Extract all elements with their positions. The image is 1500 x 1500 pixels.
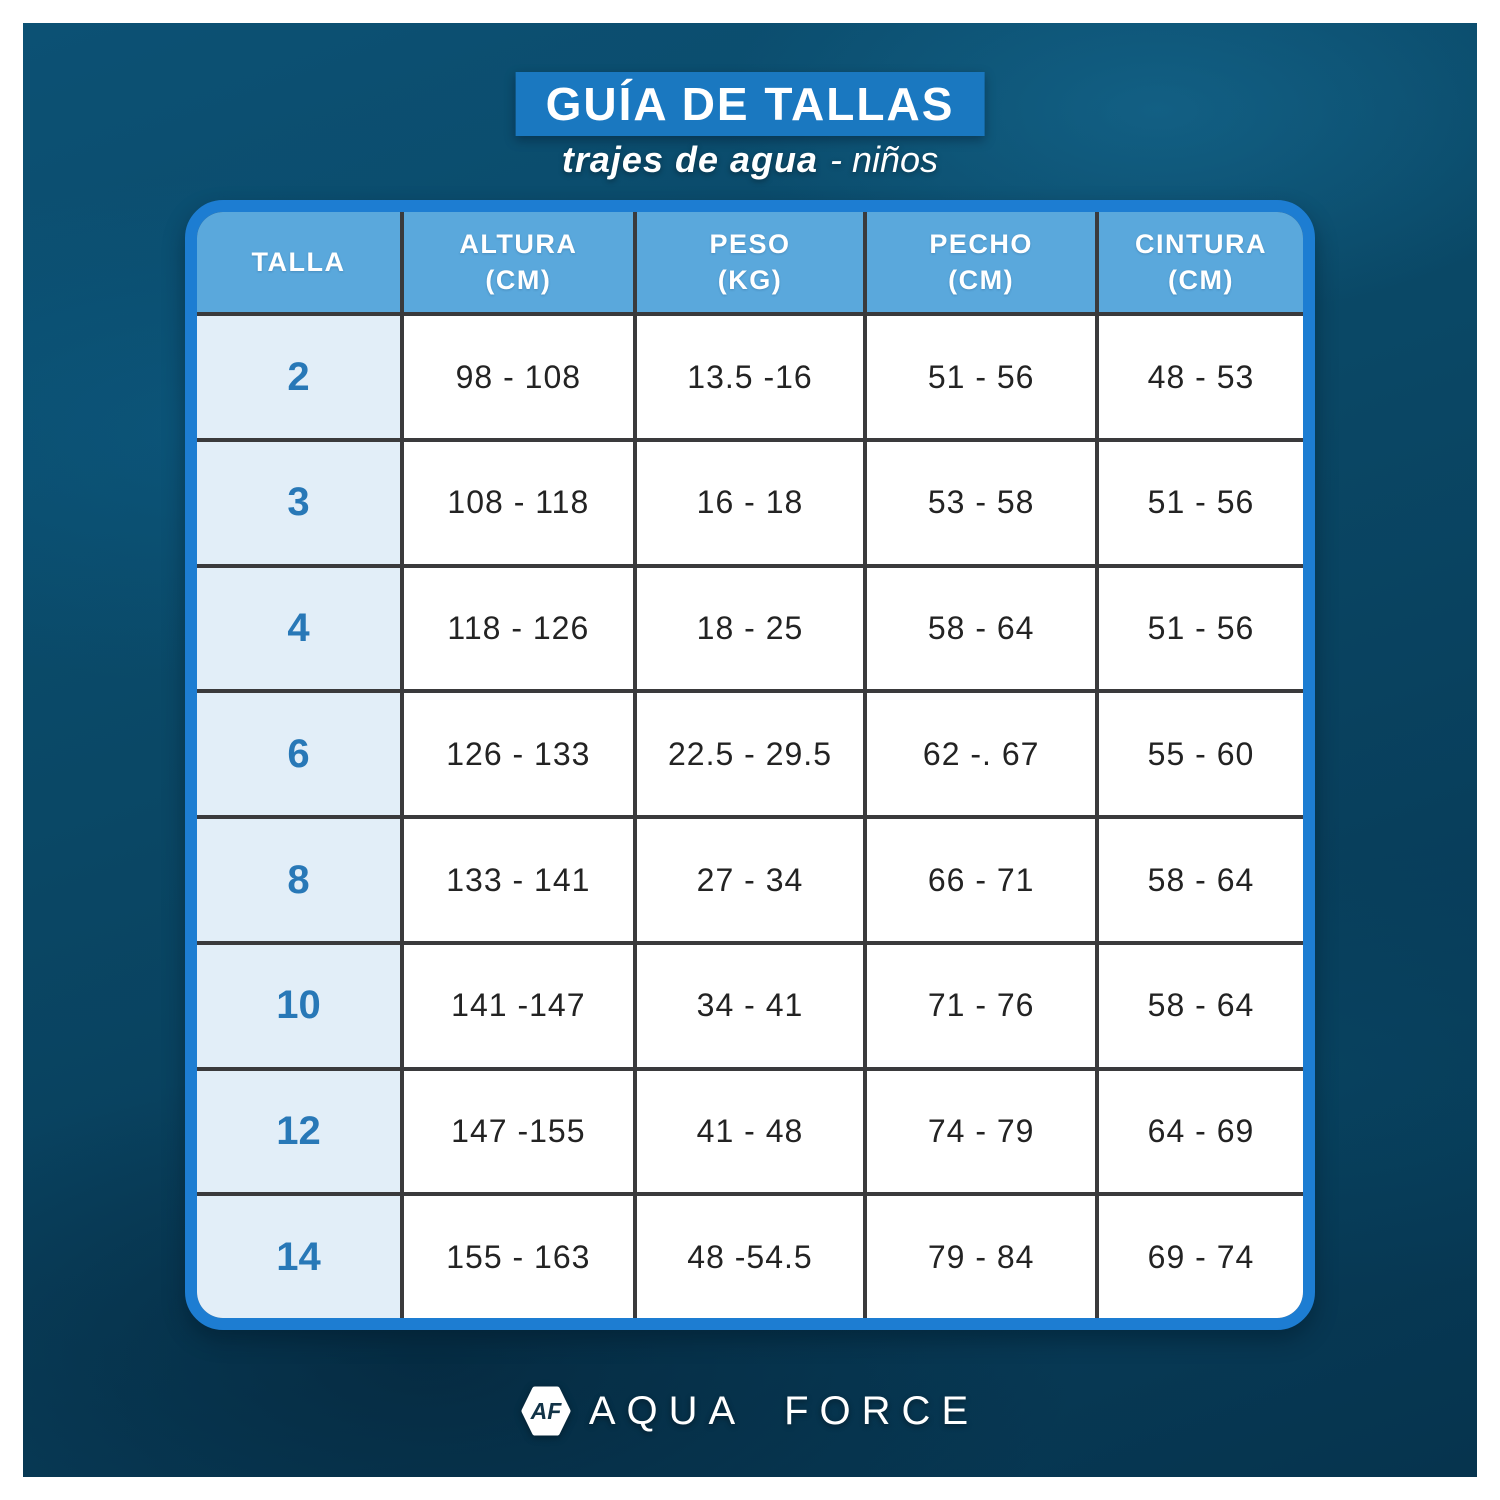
column-header-pecho: PECHO (CM) [867,212,1095,312]
brand-footer [23,1381,1477,1441]
peso-cell: 18 - 25 [637,568,864,690]
cintura-cell: 51 - 56 [1099,568,1303,690]
peso-cell: 16 - 18 [637,442,864,564]
cintura-cell: 64 - 69 [1099,1071,1303,1193]
pecho-cell: 66 - 71 [867,819,1095,941]
size-cell: 3 [197,442,400,564]
altura-cell: 155 - 163 [404,1196,633,1318]
size-chart-table [185,200,1315,1330]
altura-cell: 118 - 126 [404,568,633,690]
cintura-cell: 58 - 64 [1099,945,1303,1067]
pecho-cell: 71 - 76 [867,945,1095,1067]
aqua-force-logo-icon [521,1386,571,1436]
subtitle [23,139,1477,181]
pecho-cell: 53 - 58 [867,442,1095,564]
pecho-cell: 51 - 56 [867,316,1095,438]
peso-cell: 41 - 48 [637,1071,864,1193]
size-cell: 4 [197,568,400,690]
cintura-cell: 55 - 60 [1099,693,1303,815]
peso-cell: 13.5 -16 [637,316,864,438]
altura-cell: 141 -147 [404,945,633,1067]
cintura-cell: 58 - 64 [1099,819,1303,941]
altura-cell: 108 - 118 [404,442,633,564]
column-header-altura: ALTURA (CM) [404,212,633,312]
peso-cell: 34 - 41 [637,945,864,1067]
peso-cell: 27 - 34 [637,819,864,941]
pecho-cell: 58 - 64 [867,568,1095,690]
peso-cell: 22.5 - 29.5 [637,693,864,815]
altura-cell: 133 - 141 [404,819,633,941]
size-cell: 6 [197,693,400,815]
size-cell: 10 [197,945,400,1067]
pecho-cell: 79 - 84 [867,1196,1095,1318]
water-background [23,23,1477,1477]
size-chart-grid [197,212,1303,1318]
logo-monogram: AF [530,1398,562,1424]
altura-cell: 147 -155 [404,1071,633,1193]
page-title: GUÍA DE TALLAS [545,78,955,130]
size-cell: 8 [197,819,400,941]
peso-cell: 48 -54.5 [637,1196,864,1318]
title-banner [516,72,985,136]
subtitle-audience: - niños [830,139,939,180]
column-header-cintura: CINTURA (CM) [1099,212,1303,312]
size-cell: 2 [197,316,400,438]
cintura-cell: 51 - 56 [1099,442,1303,564]
altura-cell: 126 - 133 [404,693,633,815]
pecho-cell: 74 - 79 [867,1071,1095,1193]
cintura-cell: 69 - 74 [1099,1196,1303,1318]
subtitle-product: trajes de agua [561,139,819,180]
size-cell: 12 [197,1071,400,1193]
cintura-cell: 48 - 53 [1099,316,1303,438]
pecho-cell: 62 -. 67 [867,693,1095,815]
size-cell: 14 [197,1196,400,1318]
brand-name: AQUA FORCE [588,1388,980,1433]
altura-cell: 98 - 108 [404,316,633,438]
column-header-talla: TALLA [197,212,400,312]
column-header-peso: PESO (KG) [637,212,864,312]
